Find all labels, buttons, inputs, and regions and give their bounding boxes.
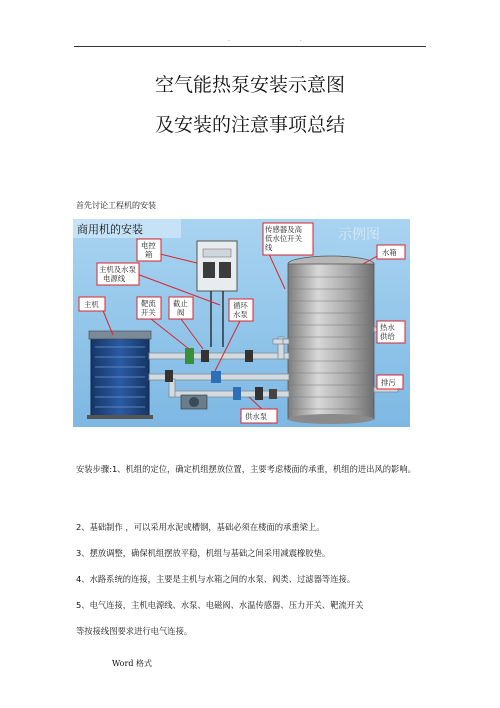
svg-text:水箱: 水箱 [382, 248, 397, 257]
paragraph-step3: 3、摆放调整，确保机组摆放平稳，机组与基础之间采用减震橡胶垫。 [76, 548, 331, 558]
svg-text:电源线: 电源线 [103, 274, 126, 283]
watermark: 示例图 [338, 227, 380, 243]
svg-text:循环: 循环 [233, 301, 248, 310]
installation-diagram [73, 219, 410, 427]
heat-pump-unit [87, 331, 153, 419]
svg-text:低水位开关: 低水位开关 [265, 234, 302, 243]
label-target-switch [137, 297, 161, 319]
label-hot-water-supply [377, 321, 405, 343]
label-sensor [263, 223, 313, 255]
water-tank [288, 256, 374, 424]
svg-text:线: 线 [265, 243, 273, 252]
svg-text:电控: 电控 [141, 241, 156, 250]
svg-text:传感器及高: 传感器及高 [265, 225, 302, 234]
label-circulation-pump [229, 299, 253, 321]
label-control-box [137, 239, 161, 261]
svg-text:箱: 箱 [145, 250, 153, 259]
svg-text:排污: 排污 [381, 378, 396, 387]
footer-format-label: Word 格式 [112, 659, 152, 668]
svg-text:阀: 阀 [177, 308, 185, 317]
paragraph-step4: 4、水路系统的连接，主要是主机与水箱之间的水泵、阀类、过滤器等连接。 [76, 574, 356, 584]
paragraph-step1: 安装步骤:1、机组的定位，确定机组摆放位置，主要考虑楼面的承重，机组的进出风的影响。 [76, 464, 416, 474]
svg-text:供水泵: 供水泵 [245, 412, 268, 421]
document-title-line2: 及安装的注意事项总结 [154, 114, 345, 136]
figure-title: 商用机的安装 [77, 223, 143, 236]
svg-text:热水: 热水 [380, 323, 395, 332]
label-feed-pump [241, 409, 277, 423]
intro-text: 首先讨论工程机的安装 [76, 201, 156, 210]
svg-text:靶流: 靶流 [141, 299, 156, 308]
label-host [79, 297, 105, 311]
svg-text:供给: 供给 [380, 332, 395, 341]
svg-text:主机及水泵: 主机及水泵 [99, 265, 136, 274]
header-dots: . . [228, 36, 336, 43]
label-tank [377, 245, 405, 259]
label-stop-valve [169, 297, 193, 319]
paragraph-step5: 5、电气连接，主机电源线、水泵、电磁阀、水温传感器、压力开关、靶流开关 [76, 600, 364, 610]
header-rule [74, 46, 426, 47]
svg-text:水泵: 水泵 [233, 310, 248, 319]
label-drain [377, 375, 403, 389]
feed-pump [181, 395, 207, 409]
svg-text:截止: 截止 [173, 299, 188, 308]
document-title-line1: 空气能热泵安装示意图 [154, 74, 345, 96]
svg-text:主机: 主机 [84, 300, 99, 309]
paragraph-step2: 2、基础制作 ，可以采用水泥或槽钢，基础必须在楼面的承重梁上。 [76, 522, 325, 532]
svg-text:开关: 开关 [141, 308, 156, 317]
paragraph-step5-cont: 等按接线图要求进行电气连接。 [76, 626, 193, 636]
label-power-line [97, 263, 139, 285]
